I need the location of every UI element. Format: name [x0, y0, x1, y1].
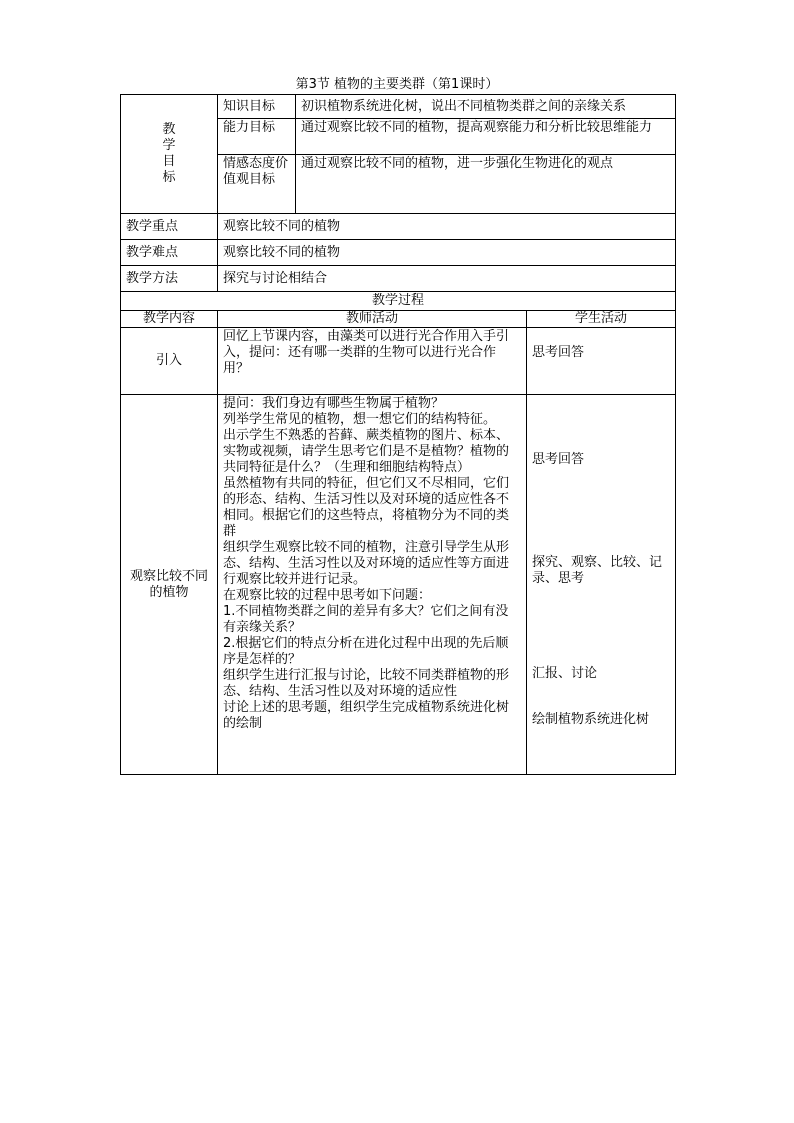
- content-cell: 观察比较不同的植物: [121, 395, 218, 775]
- goals-label: 教 学 目 标: [121, 95, 218, 214]
- goal-text: 通过观察比较不同的植物，提高观察能力和分析比较思维能力: [296, 119, 676, 155]
- info-label: 教学重点: [121, 214, 218, 240]
- goal-text: 通过观察比较不同的植物，进一步强化生物进化的观点: [296, 155, 676, 214]
- teacher-line: 组织学生观察比较不同的植物，注意引导学生从形态、结构、生活习性以及对环境的适应性等方面进行观察比较并进行记录。: [223, 540, 510, 587]
- teacher-line: 讨论上述的思考题，组织学生完成植物系统进化树的绘制: [223, 700, 510, 731]
- content-cell: 引入: [121, 328, 218, 395]
- student-activity: [527, 395, 676, 775]
- student-activity: 思考回答: [527, 328, 676, 395]
- teacher-line: 组织学生进行汇报与讨论，比较不同类群植物的形态、结构、生活习性以及对环境的适应性: [223, 668, 510, 699]
- info-label: 教学难点: [121, 240, 218, 266]
- teacher-line: 出示学生不熟悉的苔藓、蕨类植物的图片、标本、实物或视频，请学生思考它们是不是植物？植物的共同特征是什么？（生理和细胞结构特点）: [223, 428, 510, 475]
- info-value: 观察比较不同的植物: [218, 214, 676, 240]
- info-value: 观察比较不同的植物: [218, 240, 676, 266]
- info-value: 探究与讨论相结合: [218, 266, 676, 292]
- goal-name: 情感态度价值观目标: [218, 155, 296, 214]
- goal-name: 能力目标: [218, 119, 296, 155]
- teacher-line: 在观察比较的过程中思考如下问题：: [223, 588, 432, 603]
- teacher-line: 1.不同植物类群之间的差异有多大？它们之间有没有亲缘关系？: [223, 604, 509, 635]
- column-header: 学生活动: [527, 311, 676, 328]
- teacher-activity: [218, 395, 527, 775]
- student-item: 汇报、讨论: [532, 666, 598, 681]
- column-header: 教师活动: [218, 311, 527, 328]
- process-heading: 教学过程: [121, 292, 676, 311]
- teacher-line: 2.根据它们的特点分析在进化过程中出现的先后顺序是怎样的？: [223, 636, 509, 667]
- student-item: 探究、观察、比较、记录、思考: [532, 555, 663, 586]
- lesson-plan-table: [120, 94, 676, 775]
- teacher-line: 提问：我们身边有哪些生物属于植物？: [223, 396, 445, 411]
- teacher-activity: 回忆上节课内容，由藻类可以进行光合作用入手引入，提问：还有哪一类群的生物可以进行光合作用？: [218, 328, 527, 395]
- page-title: 第3节 植物的主要类群（第1课时）: [295, 77, 499, 92]
- student-item: 思考回答: [532, 452, 585, 467]
- column-header: 教学内容: [121, 311, 218, 328]
- teacher-line: 虽然植物有共同的特征，但它们又不尽相同，它们的形态、结构、生活习性以及对环境的适应性各不相同。根据它们的这些特点，将植物分为不同的类群: [223, 476, 510, 539]
- goal-name: 知识目标: [218, 95, 296, 119]
- teacher-line: 列举学生常见的植物，想一想它们的结构特征。: [223, 412, 497, 427]
- goal-text: 初识植物系统进化树，说出不同植物类群之间的亲缘关系: [296, 95, 676, 119]
- info-label: 教学方法: [121, 266, 218, 292]
- student-item: 绘制植物系统进化树: [532, 712, 650, 727]
